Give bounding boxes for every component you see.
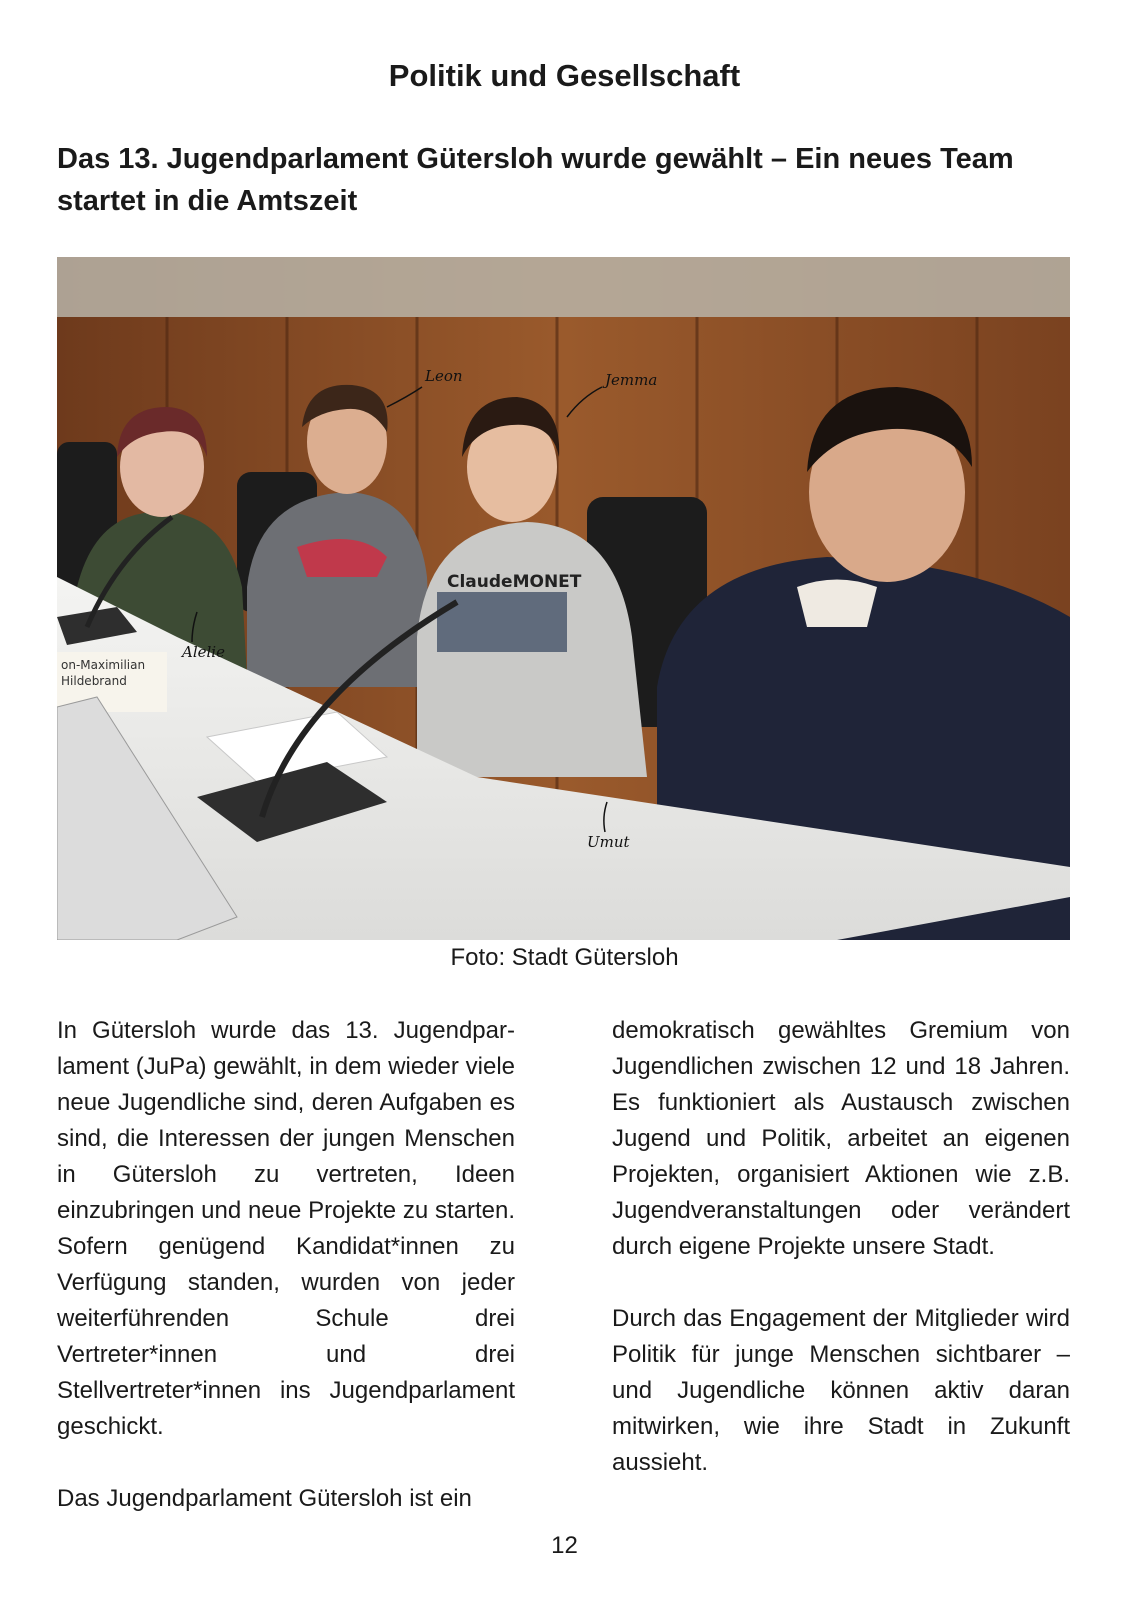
handwritten-name-leon: Leon [425,367,463,385]
paragraph: Durch das Engagement der Mitglieder wird Politik für junge Menschen sichtbarer – und Jugendliche können aktiv daran mitwirken, wie ihre Stadt in Zukunft aussieht. [612,1305,1070,1476]
paragraph: In Gütersloh wurde das 13. Jugendparlament (JuPa) gewählt, in dem wieder viele neue Jugendliche sind, deren Aufgaben es sind, die Interessen der jungen Menschen in Gütersloh zu vertreten, Ideen einzubringen und neue Projekte zu starten. Sofern genügend Kandidat*innen zu Verfügung standen, wurden von jeder weiterführenden Schule drei Vertreter*innen und drei Stellvertreter*innen ins Jugendparlament geschickt. [57,1017,515,1440]
svg-text:on-Maximilian: on-Maximilian [61,658,146,672]
page-number: 12 [551,1532,578,1559]
paragraph: demokratisch gewähltes Gremium von Jugendlichen zwischen 12 und 18 Jahren. Es funktioniert als Austausch zwischen Jugend und Politik, arbeitet an eigenen Projekten, organisiert Aktionen wie z.B. Jugendveranstaltungen oder verändert durch eigene Projekte unsere Stadt. [612,1017,1070,1260]
article-headline: Das 13. Jugendparlament Gütersloh wurde gewählt – Ein neues Team startet in die Amtszeit [57,143,1014,217]
article-photo [57,257,1070,940]
article-column-right [612,1013,1070,1517]
photo-illustration [57,257,1070,940]
paragraph: Das Jugendparlament Gütersloh ist ein [57,1485,472,1512]
handwritten-name-umut: Umut [587,833,630,851]
article-column-left [57,1013,515,1553]
handwritten-name-alelie: Alelie [182,643,225,661]
photo-caption: Foto: Stadt Gütersloh [450,944,679,971]
svg-text:Hildebrand: Hildebrand [61,674,127,688]
section-title: Politik und Gesellschaft [388,58,741,93]
sweater-print: ClaudeMONET [447,572,582,592]
handwritten-name-jemma: Jemma [605,371,658,389]
